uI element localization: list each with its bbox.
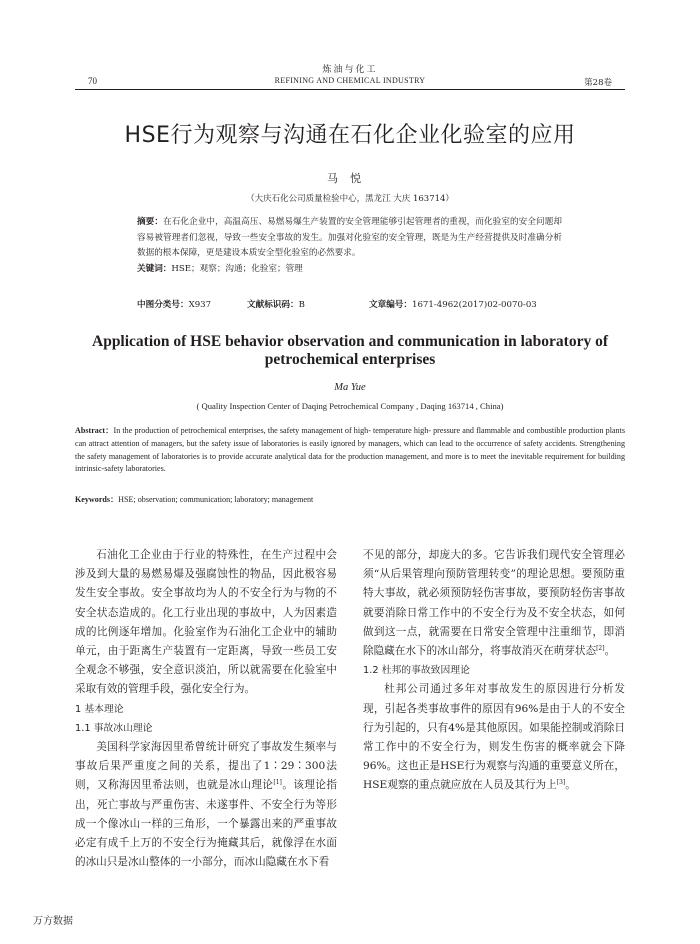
reference-2[interactable]: [2] (596, 645, 605, 653)
body-column-right (363, 546, 625, 796)
footer-watermark: 万方数据 (33, 916, 73, 927)
doc-code-value: B (298, 300, 305, 310)
reference-3[interactable]: [3] (556, 779, 566, 787)
keywords-cn (137, 262, 562, 278)
section-heading-1: 1 基本理论 (75, 703, 124, 715)
abstract-en (75, 425, 625, 476)
section-1-1-text-a: 美国科学家海因里希曾统计研究了事故发生频率与事故后果严重度之间的关系，提出了1∶29∶300法则，又称海因里希法则，也就是冰山理论 (75, 741, 337, 792)
doc-code-label: 文献标识码： (247, 300, 299, 310)
author-cn: 马悦 (327, 172, 373, 185)
classification-row (137, 298, 562, 312)
author-en: Ma Yue (334, 382, 366, 393)
keywords-en-text: HSE; observation; communication; laboratory; management (118, 495, 314, 504)
body-column-left (75, 546, 337, 872)
paper-title-cn: HSE行为观察与沟通在石化企业化验室的应用 (124, 123, 576, 148)
section-1-1-paragraph (75, 738, 337, 872)
section-1-1-paragraph-continued (363, 546, 625, 661)
section-heading-1-1: 1.1 事故冰山理论 (75, 722, 153, 734)
section-1-2-text-a: 杜邦公司通过多年对事故发生的原因进行分析发现，引起各类事故事件的原因有96%是由于人的不安全行为引起的，只有4%是其他原因。如果能控制或消除日常工作中的不安全行为，则发生伤害的概率就会下降96%。这也正是HSE行为观察与沟通的重要意义所在，HSE观察的重点就应放在人员及其行为上 (363, 683, 625, 792)
keywords-cn-text: HSE；观察；沟通；化验室；管理 (171, 263, 303, 274)
section-heading-1-2: 1.2 杜邦的事故致因理论 (363, 665, 470, 677)
volume-label: 第28卷 (584, 78, 612, 88)
document-code (247, 298, 305, 310)
abstract-cn-label: 摘要： (137, 217, 164, 227)
page-number: 70 (88, 76, 97, 86)
article-number (369, 298, 537, 310)
keywords-cn-label: 关键词： (137, 263, 172, 274)
journal-name-cn: 炼油与化工 (322, 65, 378, 75)
section-1-2-text-b: 。 (565, 779, 576, 792)
abstract-cn-text: 在石化企业中，高温高压、易燃易爆生产装置的安全管理能够引起管理者的重视，而化验室的安全问题却容易被管理者们忽视，导致一些安全事故的发生。加强对化验室的安全管理，既是为生产经营提供及时准确分析数据的根本保障，更是建设本质安全型化验室的必然要求。 (137, 217, 562, 258)
clc-number (137, 298, 211, 310)
article-no-label: 文章编号： (369, 300, 412, 310)
keywords-en-label: Keywords： (75, 495, 119, 504)
abstract-en-label: Abstract： (75, 426, 114, 435)
keywords-en (75, 494, 625, 505)
affiliation-cn: （大庆石化公司质量检验中心，黑龙江 大庆 163714） (246, 194, 454, 204)
abstract-en-text: In the production of petrochemical enterprises, the safety management of high- temperature high- pressure and flammable and combustible production plants can attract attention of managers, but the safety issue of laboratories is easily ignored by managers, which can lead to the occurrence of safety accidents. Strengthening the safety management of laboratories is to provide accurate analytical data for the production management, and more is to meet the inevitable requirement for building intrinsic-safety laboratories. (75, 426, 625, 474)
affiliation-en: ( Quality Inspection Center of Daqing Petrochemical Company , Daqing 163714 , China) (196, 401, 504, 411)
section-1-1-text-continued: 不见的部分，却庞大的多。它告诉我们现代安全管理必须“从后果管理向预防管理转变”的理论思想。要预防重特大事故，就必须预防轻伤害事故，要预防轻伤害事故就要消除日常工作中的不安全行为及不安全状态，如何做到这一点，就需要在日常安全管理中注重细节，即消除隐藏在水下的冰山部分，将事故消灭在萌芽状态 (363, 549, 625, 658)
journal-name-en: REFINING AND CHEMICAL INDUSTRY (274, 76, 426, 85)
paper-title-en: Application of HSE behavior observation and communication in laboratory of petrochemical enterprises (92, 333, 608, 368)
reference-1[interactable]: [1] (273, 779, 282, 787)
clc-value: X937 (188, 300, 212, 310)
intro-paragraph: 石油化工企业由于行业的特殊性，在生产过程中会涉及到大量的易燃易爆及强腐蚀性的物品，因此极容易发生安全事故。安全事故均为人的不安全行为与物的不安全状态造成的。化工行业出现的事故中，人为因素造成的比例逐年增加。化验室作为石油化工企业中的辅助单元，由于距离生产装置有一定距离，导致一些员工安全观念不够强，安全意识淡泊，所以就需要在化验室中采取有效的管理手段，强化安全行为。 (75, 549, 337, 696)
abstract-cn (137, 215, 562, 277)
section-1-1-text-b: 。该理论指出，死亡事故与严重伤害、未遂事件、不安全行为等形成一个像冰山一样的三角形，一个暴露出来的严重事故必定有成千上万的不安全行为掩藏其后，就像浮在水面的冰山只是冰山整体的一小部分，而冰山隐藏在水下看 (75, 779, 337, 869)
clc-label: 中图分类号： (137, 300, 189, 310)
article-no-value: 1671-4962(2017)02-0070-03 (411, 300, 537, 310)
section-1-1-text-c: 。 (604, 645, 616, 658)
section-1-2-paragraph (363, 680, 625, 795)
header-rule (75, 89, 625, 90)
